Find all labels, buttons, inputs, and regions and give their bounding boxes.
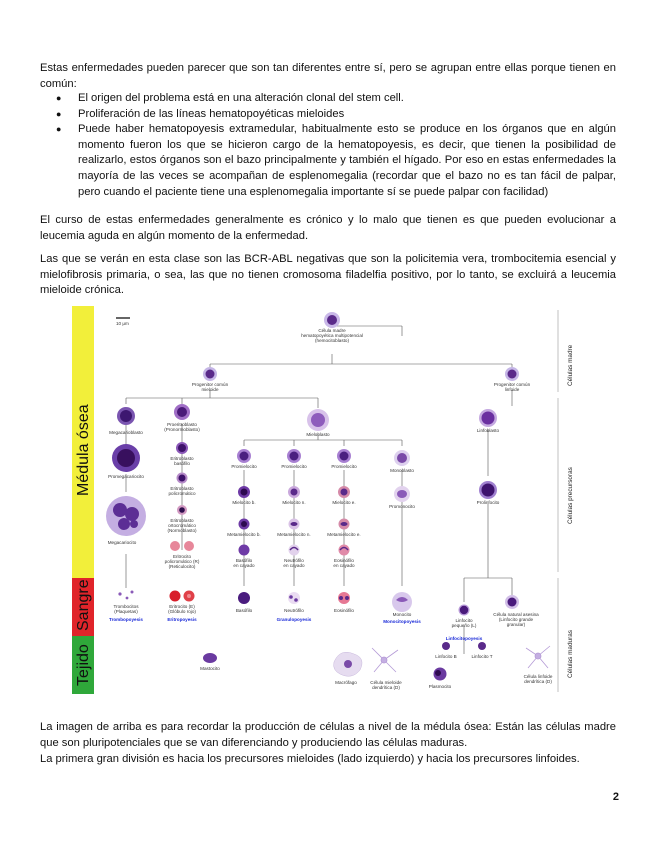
- svg-text:Mielocito b.: Mielocito b.: [232, 500, 256, 505]
- list-item: ● El origen del problema está en una alteración clonal del stem cell.: [40, 91, 616, 107]
- lymphoblast: [479, 409, 497, 427]
- myeloid-dendritic-cell: [372, 648, 398, 672]
- svg-text:Monocito: Monocito: [392, 612, 412, 617]
- svg-text:(Linfocito grande: (Linfocito grande: [498, 617, 534, 622]
- svg-text:policromático: policromático: [168, 491, 196, 496]
- nk-cell: [505, 595, 519, 609]
- proerythroblast: [174, 404, 190, 420]
- lymphoid-progenitor: [505, 367, 519, 381]
- promyelocyte-basophil: [237, 449, 251, 463]
- band-eosinophil: [339, 545, 350, 556]
- svg-text:(Reticulocito): (Reticulocito): [168, 564, 196, 569]
- course-paragraph: El curso de estas enfermedades generalmente es crónico y lo malo que tienen es que pueden evolucionar a leucemia aguda en algún momento de la enfermedad.: [40, 214, 616, 242]
- svg-text:Neutrófilo: Neutrófilo: [284, 558, 304, 563]
- mast-cell: [203, 653, 217, 663]
- svg-text:Eritroblasto: Eritroblasto: [170, 518, 194, 523]
- thrombopoiesis-label: Trombopoyesis: [109, 617, 143, 622]
- svg-text:en cayado: en cayado: [283, 563, 305, 568]
- svg-text:Plasmocito: Plasmocito: [428, 684, 452, 689]
- feature-list: [40, 91, 616, 200]
- svg-text:pequeño (L): pequeño (L): [451, 623, 477, 628]
- svg-text:Basófilo: Basófilo: [235, 558, 253, 563]
- promyelocyte-eosinophil: [337, 449, 351, 463]
- lymphocyte-t: [478, 642, 486, 650]
- tissue-label: Tejido: [75, 644, 92, 686]
- list-item: ● Proliferación de las líneas hematopoyéticas mieloides: [40, 107, 616, 123]
- precursor-cells-label: Células precursoras: [567, 467, 574, 524]
- svg-text:Linfocito B: Linfocito B: [435, 654, 457, 659]
- metamyelocyte-neutrophil: [289, 519, 300, 530]
- svg-text:Promegacariocito: Promegacariocito: [108, 474, 144, 479]
- myelocyte-neutrophil: [288, 486, 300, 498]
- svg-text:Promielocito: Promielocito: [281, 464, 307, 469]
- svg-text:Eritroblasto: Eritroblasto: [170, 456, 194, 461]
- svg-text:Mastocito: Mastocito: [200, 666, 220, 671]
- myelocyte-eosinophil: [338, 486, 350, 498]
- band-neutrophil: [289, 545, 300, 556]
- promegakaryocyte: [112, 444, 140, 472]
- stem-cells-label: Células madre: [567, 344, 574, 386]
- svg-text:Metamielocito e.: Metamielocito e.: [327, 532, 361, 537]
- monocytopoiesis-label: Monocitopoyesis: [383, 619, 421, 624]
- list-item: ● Puede haber hematopoyesis extramedular, habitualmente esto se produce en los órganos que en algún momento fueron los que se hicieron cargo de la hematopoyesis, es decir, que tienen la posibilidad de realizarlo, estos órganos son el bazo principalmente y también el hígado. Por eso en estas enfermedades la mayoría de las veces se acompañan de esplenomegalia (recordar que el bazo no es tan fácil de palpar, pero cuando el paciente tiene una esplenomegalia importante sí se puede palpar con facilidad): [40, 122, 616, 200]
- svg-text:en cayado: en cayado: [333, 563, 355, 568]
- svg-text:Linfoblasto: Linfoblasto: [476, 428, 500, 433]
- lymphocytopoiesis-label: Linfocitopoyesis: [445, 636, 483, 641]
- hematopoiesis-figure: [72, 306, 594, 696]
- svg-text:Eritrocito: Eritrocito: [172, 554, 192, 559]
- svg-text:Mielocito n.: Mielocito n.: [282, 500, 306, 505]
- page-number: 2: [612, 791, 619, 803]
- first-division-note: La primera gran división es hacia los precursores mieloides (lado izquierdo) y hacia los precursores linfoides.: [40, 753, 580, 765]
- promonocyte: [394, 486, 410, 502]
- erythropoiesis-label: Eritropoyesis: [167, 617, 197, 622]
- bcr-abl-paragraph: Las que se verán en esta clase son las BCR-ABL negativas que son la policitemia vera, trombocitemia esencial y mielofibrosis primaria, o sea, las que no tienen cromosoma filadelfia positivo, por lo tanto, se excluirá a leucemia mieloide crónica.: [40, 253, 616, 297]
- svg-text:Trombocitos: Trombocitos: [113, 604, 139, 609]
- svg-text:policromático (R): policromático (R): [164, 559, 200, 564]
- svg-text:dendrítica (D): dendrítica (D): [372, 685, 400, 690]
- basophilic-erythroblast: [176, 442, 188, 454]
- bone-marrow-label: Médula ósea: [75, 404, 92, 496]
- svg-text:Prolinfocito: Prolinfocito: [476, 500, 500, 505]
- svg-text:Progenitor común: Progenitor común: [191, 382, 229, 387]
- stem-cell: [324, 312, 340, 328]
- svg-text:Eosinófilo: Eosinófilo: [334, 608, 354, 613]
- mature-cells-label: Células maduras: [567, 630, 574, 678]
- svg-text:dendrítica (D): dendrítica (D): [524, 679, 552, 684]
- myelocyte-basophil: [238, 486, 250, 498]
- svg-text:Linfocito T: Linfocito T: [471, 654, 493, 659]
- metamyelocyte-basophil: [239, 519, 250, 530]
- basophil: [238, 592, 250, 604]
- promyelocyte-neutrophil: [287, 449, 301, 463]
- svg-text:Eosinófilo: Eosinófilo: [334, 558, 354, 563]
- megakaryocyte: [106, 496, 146, 536]
- svg-text:Eritrocito (E): Eritrocito (E): [169, 604, 195, 609]
- myeloid-progenitor: [203, 367, 217, 381]
- svg-text:Eritroblasto: Eritroblasto: [170, 486, 194, 491]
- prolymphocyte: [479, 481, 497, 499]
- svg-text:Neutrófilo: Neutrófilo: [284, 608, 304, 613]
- svg-text:Célula natural asesina: Célula natural asesina: [493, 612, 539, 617]
- svg-text:Célula madre: Célula madre: [318, 328, 346, 333]
- svg-text:Promonocito: Promonocito: [389, 504, 415, 509]
- svg-text:(Plaquetas): (Plaquetas): [114, 609, 138, 614]
- lymphoid-dendritic-cell: [526, 646, 550, 668]
- svg-text:(hemocitoblasto): (hemocitoblasto): [315, 338, 349, 343]
- svg-text:granular): granular): [506, 622, 526, 627]
- macrophage: [334, 652, 362, 676]
- svg-text:Megacariocito: Megacariocito: [107, 540, 137, 545]
- platelets: [118, 591, 133, 600]
- svg-text:linfoide: linfoide: [504, 387, 520, 392]
- monocyte: [392, 592, 412, 612]
- lymphocyte-b: [442, 642, 450, 650]
- megakaryoblast: [117, 407, 135, 425]
- polychromatic-erythroblast: [177, 473, 188, 484]
- svg-text:Metamielocito b.: Metamielocito b.: [227, 532, 261, 537]
- neutrophil: [288, 592, 300, 604]
- svg-text:Macrófago: Macrófago: [335, 680, 357, 685]
- band-basophil: [239, 545, 250, 556]
- svg-text:Proeritroblasto: Proeritroblasto: [167, 422, 197, 427]
- monoblast: [394, 450, 410, 466]
- orthochromatic-erythroblast: [177, 505, 187, 515]
- eosinophil: [338, 592, 350, 604]
- svg-text:Basófilo: Basófilo: [235, 608, 253, 613]
- granulopoiesis-label: Granulopoyesis: [276, 617, 312, 622]
- svg-text:Célula linfoide: Célula linfoide: [523, 674, 553, 679]
- plasma-cell: [434, 668, 447, 681]
- svg-text:mieloide: mieloide: [201, 387, 219, 392]
- svg-text:Megacarioblasto: Megacarioblasto: [109, 430, 143, 435]
- svg-text:Progenitor común: Progenitor común: [493, 382, 531, 387]
- svg-text:ortocromático: ortocromático: [168, 523, 196, 528]
- metamyelocyte-eosinophil: [339, 519, 350, 530]
- svg-text:Célula mieloide: Célula mieloide: [370, 680, 402, 685]
- svg-text:basófilo: basófilo: [174, 461, 190, 466]
- svg-text:Mieloblasto: Mieloblasto: [306, 432, 330, 437]
- myeloblast: [307, 409, 329, 431]
- svg-text:(Pronormoblasto): (Pronormoblasto): [164, 427, 200, 432]
- svg-text:en cayado: en cayado: [233, 563, 255, 568]
- svg-text:Promielocito: Promielocito: [331, 464, 357, 469]
- svg-text:(Glóbulo rojo): (Glóbulo rojo): [168, 609, 196, 614]
- svg-text:Mielocito e.: Mielocito e.: [332, 500, 356, 505]
- svg-text:(Normoblasto): (Normoblasto): [167, 528, 197, 533]
- svg-text:hematopoyética multipotencial: hematopoyética multipotencial: [301, 333, 363, 338]
- svg-text:Monoblasto: Monoblasto: [390, 468, 414, 473]
- small-lymphocyte: [459, 605, 470, 616]
- svg-text:Linfocito: Linfocito: [455, 618, 473, 623]
- intro-paragraph: Estas enfermedades pueden parecer que son tan diferentes entre sí, pero se agrupan entre ellas porque tienen en común:: [40, 62, 616, 90]
- blood-label: Sangre: [75, 579, 92, 631]
- erythrocytes: [170, 591, 195, 602]
- svg-text:Metamielocito n.: Metamielocito n.: [277, 532, 311, 537]
- figure-explanation: La imagen de arriba es para recordar la producción de células a nivel de la médula ósea: Están las células madre que son pluripotenciales que se van diferenciando y produciendo las células maduras.: [40, 721, 616, 749]
- scale-bar-label: 10 μm: [116, 321, 129, 326]
- svg-text:Promielocito: Promielocito: [231, 464, 257, 469]
